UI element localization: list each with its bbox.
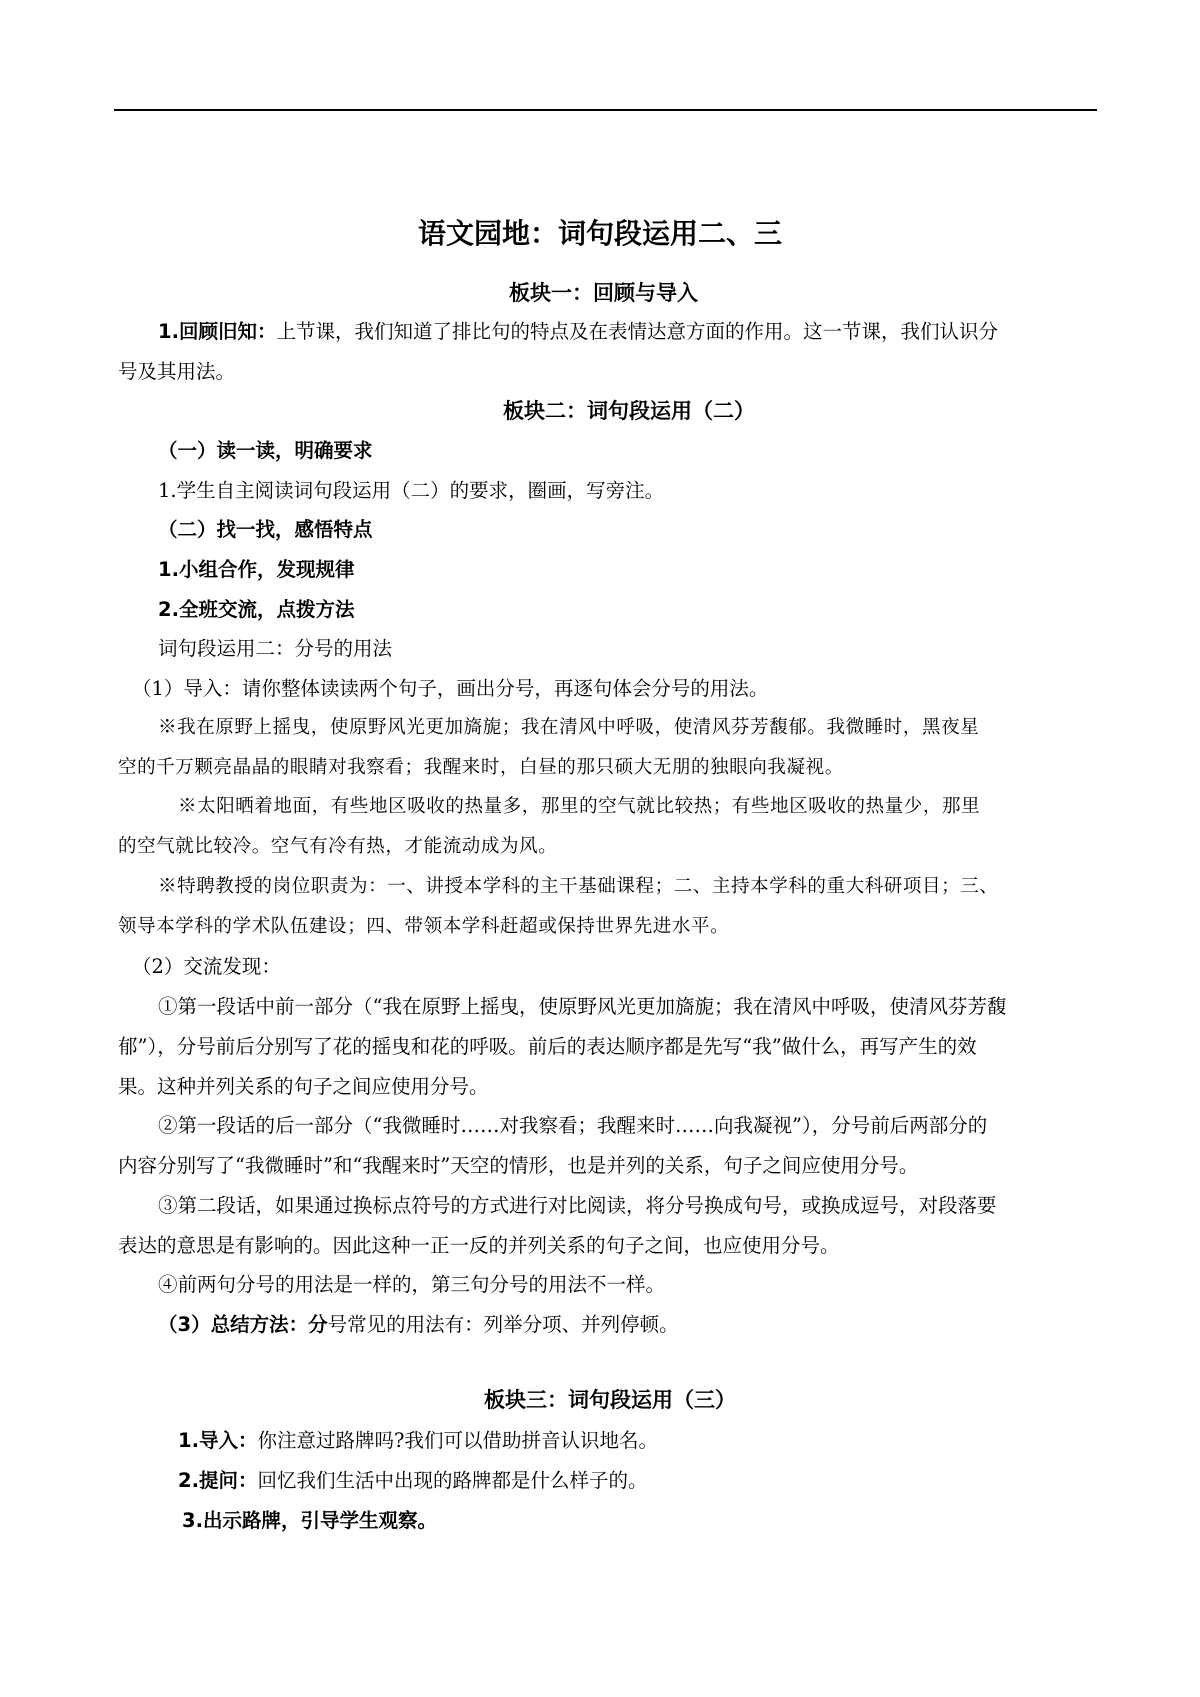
section2-discuss: （2）交流发现：	[132, 955, 281, 978]
section3-item-1	[178, 1431, 658, 1451]
section1-heading: 板块一：回顾与导入	[509, 281, 698, 305]
example-3-line-2: 领导本学科的学术队伍建设；四、带领本学科赶超或保持世界先进水平。	[118, 916, 730, 937]
section2-summary	[158, 1315, 679, 1335]
discovery-3-line-2: 表达的意思是有影响的。因此这种一正一反的并列关系的句子之间，也应使用分号。	[118, 1234, 840, 1257]
example-2-line-2: 的空气就比较冷。空气有冷有热，才能流动成为风。	[118, 836, 558, 857]
example-2-line-1: ※太阳晒着地面，有些地区吸收的热量多，那里的空气就比较热；有些地区吸收的热量少，那里	[178, 796, 981, 817]
section3-item-3: 3.出示路牌，引导学生观察。	[182, 1509, 437, 1532]
section2-summary-label: （3）总结方法：分	[158, 1313, 328, 1336]
section2-sub1-item: 1.学生自主阅读词句段运用（二）的要求，圈画，写旁注。	[158, 479, 665, 502]
section1-item1-line2: 号及其用法。	[118, 360, 236, 383]
example-1-line-2: 空的千万颗亮晶晶的眼睛对我察看；我醒来时，白昼的那只硕大无朋的独眼向我凝视。	[118, 757, 844, 778]
section3-item-2-label: 2.提问：	[178, 1469, 258, 1492]
example-1-line-1: ※我在原野上摇曳，使原野风光更加旖旎；我在清风中呼吸，使清风芬芳馥郁。我微睡时，黑夜星	[158, 717, 980, 738]
section2-topic-text: 词句段运用二：分号的用法	[158, 637, 393, 660]
discovery-3-line-1: ③第二段话，如果通过换标点符号的方式进行对比阅读，将分号换成句号，或换成逗号，对段落要	[158, 1194, 997, 1217]
section3-item-1-text: 你注意过路牌吗?我们可以借助拼音认识地名。	[257, 1429, 658, 1452]
section2-heading: 板块二：词句段运用（二）	[503, 399, 755, 423]
section2-step-1: 1.小组合作，发现规律	[158, 558, 355, 581]
discovery-1-line-2: 郁”），分号前后分别写了花的摇曳和花的呼吸。前后的表达顺序都是先写“我”做什么，再写产生的效	[118, 1035, 977, 1058]
discovery-2-line-2: 内容分别写了“我微睡时”和“我醒来时”天空的情形，也是并列的关系，句子之间应使用分号。	[118, 1154, 919, 1177]
section2-subheading-1: （一）读一读，明确要求	[158, 439, 373, 462]
section3-item-1-label: 1.导入：	[178, 1429, 258, 1452]
discovery-1-line-1: ①第一段话中前一部分（“我在原野上摇曳，使原野风光更加旖旎；我在清风中呼吸，使清风芬芳馥	[158, 995, 1007, 1018]
section2-intro: （1）导入：请你整体读读两个句子，画出分号，再逐句体会分号的用法。	[132, 677, 769, 700]
section1-item1-text: 上节课，我们知道了排比句的特点及在表情达意方面的作用。这一节课，我们认识分	[276, 320, 998, 343]
discovery-4: ④前两句分号的用法是一样的，第三句分号的用法不一样。	[158, 1273, 666, 1296]
section3-item-2	[178, 1471, 648, 1491]
section1-item1-label: 1.回顾旧知：	[158, 320, 277, 343]
page-title: 语文园地：词句段运用二、三	[417, 217, 782, 250]
section2-topic	[158, 639, 392, 659]
section1-item1	[158, 322, 998, 342]
section2-step-2: 2.全班交流，点拨方法	[158, 598, 355, 621]
section2-summary-text: 号常见的用法有：列举分项、并列停顿。	[327, 1313, 679, 1336]
example-3-line-1: ※特聘教授的岗位职责为：一、讲授本学科的主干基础课程；二、主持本学科的重大科研项目；三、	[158, 876, 999, 897]
section2-subheading-2: （二）找一找，感悟特点	[158, 518, 373, 541]
section3-item-2-text: 回忆我们生活中出现的路牌都是什么样子的。	[257, 1469, 648, 1492]
section3-heading: 板块三：词句段运用（三）	[484, 1388, 736, 1412]
discovery-2-line-1: ②第一段话的后一部分（“我微睡时……对我察看；我醒来时……向我凝视”），分号前后两部分的	[158, 1114, 988, 1137]
header-rule	[114, 109, 1097, 111]
discovery-1-line-3: 果。这种并列关系的句子之间应使用分号。	[118, 1075, 489, 1098]
